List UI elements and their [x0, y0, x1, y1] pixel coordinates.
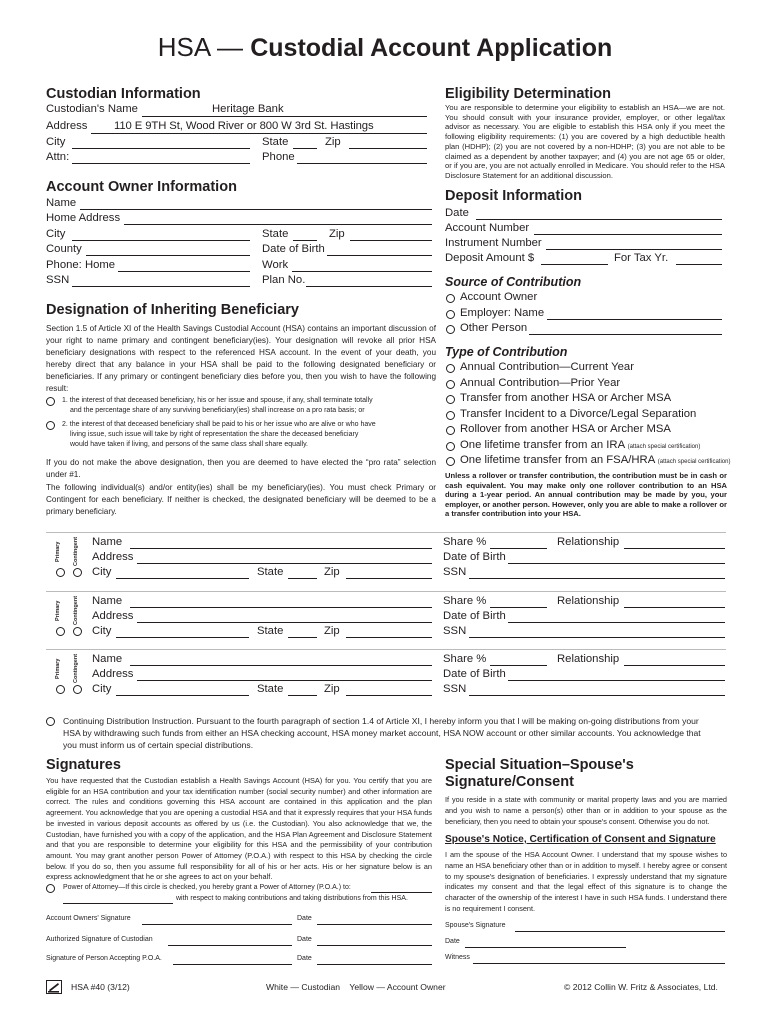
- deposit-date-field[interactable]: [476, 219, 722, 220]
- custodian-zip-field[interactable]: [349, 148, 427, 149]
- owner-heading: Account Owner Information: [46, 179, 237, 195]
- custodian-city-label: City: [46, 136, 66, 148]
- source-other-radio[interactable]: [446, 325, 455, 334]
- owner-county-label: County: [46, 243, 82, 255]
- signatures-heading: Signatures: [46, 757, 121, 773]
- eligibility-heading: Eligibility Determination: [445, 86, 611, 102]
- primary-radio[interactable]: [56, 685, 65, 694]
- source-employer-radio[interactable]: [446, 310, 455, 319]
- primary-label: Primary: [55, 541, 61, 562]
- bene-share-field[interactable]: [490, 665, 547, 666]
- bene-relationship-label: Relationship: [557, 536, 620, 548]
- custodian-heading: Custodian Information: [46, 86, 201, 102]
- bene-zip-field[interactable]: [346, 637, 432, 638]
- poa-name-field[interactable]: [371, 892, 432, 893]
- type-current-year-label: Annual Contribution—Current Year: [460, 361, 634, 373]
- bene-dob-field[interactable]: [508, 680, 725, 681]
- primary-label: Primary: [55, 658, 61, 679]
- deposit-instrument-number-field[interactable]: [546, 249, 722, 250]
- bene-relationship-field[interactable]: [624, 665, 725, 666]
- bene-name-field[interactable]: [130, 665, 432, 666]
- bene-dob-label: Date of Birth: [443, 610, 506, 622]
- bene-relationship-field[interactable]: [624, 548, 725, 549]
- bene-share-label: Share %: [443, 536, 487, 548]
- poa-text-line1: Power of Attorney—If this circle is checked, you hereby grant a Power of Attorney (P.O.A.) to:: [63, 884, 351, 891]
- bene-ssn-field[interactable]: [469, 695, 725, 696]
- deposit-date-label: Date: [445, 207, 469, 219]
- form-logo-icon: [46, 980, 62, 994]
- option1-text-line2: and the percentage share of any surviving beneficiary(ies) shall increase on a pro rata basis; or: [70, 407, 365, 414]
- owner-plan-no-field[interactable]: [306, 286, 432, 287]
- source-other-name-field[interactable]: [529, 334, 722, 335]
- bene-share-label: Share %: [443, 653, 487, 665]
- custodian-signature-date-label: Date: [297, 936, 312, 943]
- bene-dob-label: Date of Birth: [443, 551, 506, 563]
- bene-ssn-label: SSN: [443, 683, 467, 695]
- custodian-name-value: Heritage Bank: [212, 103, 284, 115]
- form-id: HSA #40 (3/12): [71, 982, 130, 992]
- deposit-amount-field[interactable]: [541, 264, 608, 265]
- owner-name-field[interactable]: [80, 209, 432, 210]
- type-divorce-transfer-radio[interactable]: [446, 411, 455, 420]
- custodian-attn-label: Attn:: [46, 151, 70, 163]
- poa-name-field-2[interactable]: [63, 903, 173, 904]
- type-fsa-transfer-label: One lifetime transfer from an FSA/HRA (attach special certification): [460, 454, 731, 466]
- type-transfer-hsa-label: Transfer from another HSA or Archer MSA: [460, 392, 672, 404]
- witness-label: Witness: [445, 954, 470, 961]
- bene-city-field[interactable]: [116, 578, 249, 579]
- contingent-label: Contingent: [73, 595, 79, 625]
- source-employer-name-field[interactable]: [547, 319, 722, 320]
- custodian-address-value: 110 E 9TH St, Wood River or 800 W 3rd St. Hastings: [114, 120, 374, 132]
- owner-zip-field[interactable]: [350, 240, 432, 241]
- type-prior-year-radio[interactable]: [446, 380, 455, 389]
- custodian-name-label: Custodian's Name: [46, 103, 138, 115]
- bene-address-label: Address: [92, 610, 134, 622]
- deposit-tax-yr-label: For Tax Yr.: [614, 252, 669, 264]
- source-employer-label: Employer: Name: [460, 307, 545, 319]
- owner-state-label: State: [262, 228, 289, 240]
- owner-dob-label: Date of Birth: [262, 243, 325, 255]
- source-other-label: Other Person: [460, 322, 528, 334]
- owner-state-field[interactable]: [293, 240, 317, 241]
- spouse-heading: Special Situation–Spouse's Signature/Consent: [445, 757, 634, 790]
- type-ira-transfer-radio[interactable]: [446, 442, 455, 451]
- bene-state-field[interactable]: [288, 695, 317, 696]
- poa-signature-date-label: Date: [297, 955, 312, 962]
- owner-city-field[interactable]: [72, 240, 250, 241]
- deposit-account-number-label: Account Number: [445, 222, 530, 234]
- page-title: HSA — Custodial Account Application: [157, 32, 613, 62]
- bene-state-field[interactable]: [288, 637, 317, 638]
- bene-state-label: State: [257, 566, 284, 578]
- beneficiary-instructions: The following individual(s) and/or entity(ies) shall be my beneficiary(ies). You must check Primary or Contingent for each beneficiary. If neither is checked, the designated beneficiary will be deemed to be a primary beneficiary.: [46, 483, 436, 516]
- bene-zip-field[interactable]: [346, 695, 432, 696]
- bene-name-field[interactable]: [130, 548, 432, 549]
- bene-address-field[interactable]: [137, 680, 432, 681]
- bene-city-label: City: [92, 625, 112, 637]
- bene-zip-label: Zip: [324, 683, 340, 695]
- owner-home-address-label: Home Address: [46, 212, 121, 224]
- bene-name-field[interactable]: [130, 607, 432, 608]
- custodian-name-field[interactable]: [142, 116, 427, 117]
- bene-address-label: Address: [92, 668, 134, 680]
- beneficiary-separator: [46, 532, 726, 533]
- bene-relationship-field[interactable]: [624, 607, 725, 608]
- bene-share-field[interactable]: [490, 548, 547, 549]
- contingent-radio[interactable]: [73, 568, 82, 577]
- type-fsa-transfer-radio[interactable]: [446, 457, 455, 466]
- bene-relationship-label: Relationship: [557, 595, 620, 607]
- bene-zip-label: Zip: [324, 625, 340, 637]
- owner-zip-label: Zip: [329, 228, 345, 240]
- bene-city-label: City: [92, 683, 112, 695]
- primary-radio[interactable]: [56, 627, 65, 636]
- custodian-signature-date-field[interactable]: [317, 945, 432, 946]
- copyright: © 2012 Collin W. Fritz & Associates, Ltd.: [564, 982, 718, 992]
- spouse-date-label: Date: [445, 938, 460, 945]
- bene-state-field[interactable]: [288, 578, 317, 579]
- contingent-label: Contingent: [73, 653, 79, 683]
- deposit-instrument-number-label: Instrument Number: [445, 237, 542, 249]
- bene-dob-label: Date of Birth: [443, 668, 506, 680]
- owner-work-field[interactable]: [292, 271, 432, 272]
- contribution-type-heading: Type of Contribution: [445, 345, 568, 359]
- owner-phone-home-label: Phone: Home: [46, 259, 116, 271]
- continuing-distribution-radio[interactable]: [46, 717, 55, 726]
- deposit-account-number-field[interactable]: [534, 234, 722, 235]
- type-divorce-transfer-label: Transfer Incident to a Divorce/Legal Separation: [460, 408, 697, 420]
- signatures-text: You have requested that the Custodian establish a Health Savings Account (HSA) for you. You certify that you are eligible for an HSA contribution and your tax identification number (social security number) and other information are correct. The rules and conditions governing this HSA account are contained in this application and the plan agreement. You acknowledge that you are opening a custodial HSA and that it expressly requires that your HSA funds be invested in various deposit accounts as offered by us (i.e. the Custodian). You also acknowledge that we, the Custodian, have furnished you with a copy of the application, and the HSA Plan Agreement and Disclosure Statement and that you are responsible to determine your eligibility for this HSA and the permissibility of your contribution amount. You may grant another person Power of Attorney (P.O.A.) with respect to this HSA by checking the circle below. If you do so, then you assume full responsibility for all of his or her acts. His or her signature below is an express acknowledgment that he or she agrees to act on your behalf.: [46, 776, 432, 882]
- bene-state-label: State: [257, 625, 284, 637]
- bene-city-label: City: [92, 566, 112, 578]
- owner-dob-field[interactable]: [327, 255, 432, 256]
- bene-name-label: Name: [92, 653, 123, 665]
- owner-plan-no-label: Plan No.: [262, 274, 306, 286]
- custodian-address-field[interactable]: [91, 133, 427, 134]
- poa-signature-date-field[interactable]: [317, 964, 432, 965]
- continuing-distribution-text: Continuing Distribution Instruction. Pursuant to the fourth paragraph of section 1.4 of Article XI, I hereby inform you that I will be making on-going distributions from your HSA by withdrawing such funds from either an HSA checking account, HSA money market account, HSA NOW account or other similar accounts. You acknowledge that you must inform us of certain special distributions.: [63, 716, 701, 750]
- source-owner-radio[interactable]: [446, 294, 455, 303]
- type-prior-year-label: Annual Contribution—Prior Year: [460, 377, 621, 389]
- owner-ssn-field[interactable]: [72, 286, 250, 287]
- beneficiary-default-note: If you do not make the above designation, then you are deemed to have elected the “pro rata” selection under #1.: [46, 458, 436, 479]
- custodian-signature-field[interactable]: [168, 945, 292, 946]
- bene-address-field[interactable]: [137, 563, 432, 564]
- custodian-state-field[interactable]: [293, 148, 317, 149]
- type-rollover-radio[interactable]: [446, 426, 455, 435]
- eligibility-text: You are responsible to determine your eligibility to establish an HSA—we are not. You should consult with your insurance provider, employer, or other legal/tax advisor as necessary. You are eligible to establish this HSA only if you meet the following eligibility requirements: (1) you are covered by a high deductible health plan (HDHP); (2) you are not covered by a non-HDHP; (3) you are not able to be claimed as a dependent by another taxpayer; and (4) you are not age 65 or older, or if you are, you are not actually enrolled in Medicare. You should refer to the HSA Disclosure Statement for an additional discussion.: [445, 103, 725, 180]
- deposit-heading: Deposit Information: [445, 188, 582, 204]
- poa-signature-field[interactable]: [173, 964, 292, 965]
- type-rollover-label: Rollover from another HSA or Archer MSA: [460, 423, 671, 435]
- primary-radio[interactable]: [56, 568, 65, 577]
- contingent-radio[interactable]: [73, 685, 82, 694]
- type-ira-transfer-label: One lifetime transfer from an IRA (attach special certification): [460, 439, 701, 451]
- poa-signature-label: Signature of Person Accepting P.O.A.: [46, 955, 162, 962]
- spouse-notice-text: I am the spouse of the HSA Account Owner. I understand that my spouse wishes to name an HSA beneficiary other than or in addition to myself. I hereby agree or consent to my spouse's designation of beneficiaries. I expressly understand that my signature indicates my consent and that the legal effect of this signature is to change the character of the ownership of the interest I have in such HSA funds. I understand there is no requirement I consent.: [445, 850, 727, 913]
- owner-signature-field[interactable]: [142, 924, 292, 925]
- custodian-phone-field[interactable]: [297, 163, 427, 164]
- spouse-notice-heading: Spouse's Notice, Certification of Consent and Signature: [445, 834, 716, 845]
- option1-text-line1: 1. the interest of that deceased beneficiary, his or her issue and spouse, if any, shall terminate totally: [62, 397, 373, 404]
- bene-share-label: Share %: [443, 595, 487, 607]
- bene-share-field[interactable]: [490, 607, 547, 608]
- type-transfer-hsa-radio[interactable]: [446, 395, 455, 404]
- option2-text-line1: 2. the interest of that deceased beneficiary shall be paid to his or her issue who are alive or who have: [62, 421, 376, 428]
- spouse-text: If you reside in a state with community or marital property laws and you are married and you wish to name a person(s) other than or in addition to your spouse as the beneficiary, then you need to obtain your spouse's consent. Otherwise you do not.: [445, 795, 727, 826]
- bene-ssn-field[interactable]: [469, 637, 725, 638]
- bene-zip-field[interactable]: [346, 578, 432, 579]
- custodian-signature-label: Authorized Signature of Custodian: [46, 936, 153, 943]
- bene-relationship-label: Relationship: [557, 653, 620, 665]
- owner-city-label: City: [46, 228, 66, 240]
- type-current-year-radio[interactable]: [446, 364, 455, 373]
- bene-city-field[interactable]: [116, 637, 249, 638]
- owner-signature-date-field[interactable]: [317, 924, 432, 925]
- poa-text-line2: with respect to making contributions and taking distributions from this HSA.: [176, 895, 408, 902]
- deposit-tax-yr-field[interactable]: [676, 264, 722, 265]
- witness-field[interactable]: [473, 963, 725, 964]
- owner-work-label: Work: [262, 259, 289, 271]
- rollover-note: Unless a rollover or transfer contribution, the contribution must be in cash or cash equivalent. You may make only one rollover contribution to an HSA during a 1-year period. An annual contribution may be made by you, your employer, or another person. However, only you are able to make a rollover or a transfer contribution into your HSA.: [445, 471, 727, 519]
- beneficiary-separator: [46, 649, 726, 650]
- bene-city-field[interactable]: [116, 695, 249, 696]
- bene-ssn-label: SSN: [443, 566, 467, 578]
- contingent-label: Contingent: [73, 536, 79, 566]
- copy-distribution: White — Custodian Yellow — Account Owner: [266, 982, 446, 992]
- poa-radio[interactable]: [46, 884, 55, 893]
- beneficiary-heading: Designation of Inheriting Beneficiary: [46, 302, 299, 318]
- bene-ssn-label: SSN: [443, 625, 467, 637]
- bene-dob-field[interactable]: [508, 622, 725, 623]
- beneficiary-separator: [46, 591, 726, 592]
- custodian-phone-label: Phone: [262, 151, 295, 163]
- owner-ssn-label: SSN: [46, 274, 70, 286]
- bene-address-field[interactable]: [137, 622, 432, 623]
- deposit-amount-label: Deposit Amount $: [445, 252, 535, 264]
- bene-name-label: Name: [92, 536, 123, 548]
- bene-address-label: Address: [92, 551, 134, 563]
- owner-county-field[interactable]: [86, 255, 250, 256]
- custodian-attn-field[interactable]: [72, 163, 250, 164]
- spouse-signature-field[interactable]: [515, 931, 725, 932]
- source-heading: Source of Contribution: [445, 275, 582, 289]
- owner-phone-home-field[interactable]: [118, 271, 250, 272]
- owner-home-address-field[interactable]: [124, 224, 432, 225]
- option2-text-line3: would have taken if living, and persons of the same class shall share equally.: [70, 441, 309, 448]
- custodian-city-field[interactable]: [72, 148, 250, 149]
- bene-name-label: Name: [92, 595, 123, 607]
- custodian-address-label: Address: [46, 120, 88, 132]
- spouse-date-field[interactable]: [465, 947, 626, 948]
- bene-zip-label: Zip: [324, 566, 340, 578]
- option-pro-rata-radio[interactable]: [46, 397, 55, 406]
- owner-signature-label: Account Owners' Signature: [46, 915, 131, 922]
- option2-text-line2: living issue, such issue will take by right of representation the share the deceased beneficiary: [70, 431, 359, 438]
- custodian-zip-label: Zip: [325, 136, 341, 148]
- owner-name-label: Name: [46, 197, 77, 209]
- beneficiary-intro: Section 1.5 of Article XI of the Health Savings Custodial Account (HSA) contains an important discussion of your right to name primary and contingent beneficiary(ies). Your designation will revoke all prior HSA beneficiary designations with respect to the referenced HSA account. In the event of your death, you hereby direct that any balance in your HSA shall be paid to the following designated beneficiary or beneficiaries. If any primary or contingent beneficiary dies before you, then you wish to have the following result:: [46, 324, 436, 393]
- owner-signature-date-label: Date: [297, 915, 312, 922]
- contingent-radio[interactable]: [73, 627, 82, 636]
- source-owner-label: Account Owner: [460, 291, 538, 303]
- primary-label: Primary: [55, 600, 61, 621]
- bene-dob-field[interactable]: [508, 563, 725, 564]
- bene-state-label: State: [257, 683, 284, 695]
- option-issue-radio[interactable]: [46, 421, 55, 430]
- bene-ssn-field[interactable]: [469, 578, 725, 579]
- custodian-state-label: State: [262, 136, 289, 148]
- spouse-signature-label: Spouse's Signature: [445, 922, 506, 929]
